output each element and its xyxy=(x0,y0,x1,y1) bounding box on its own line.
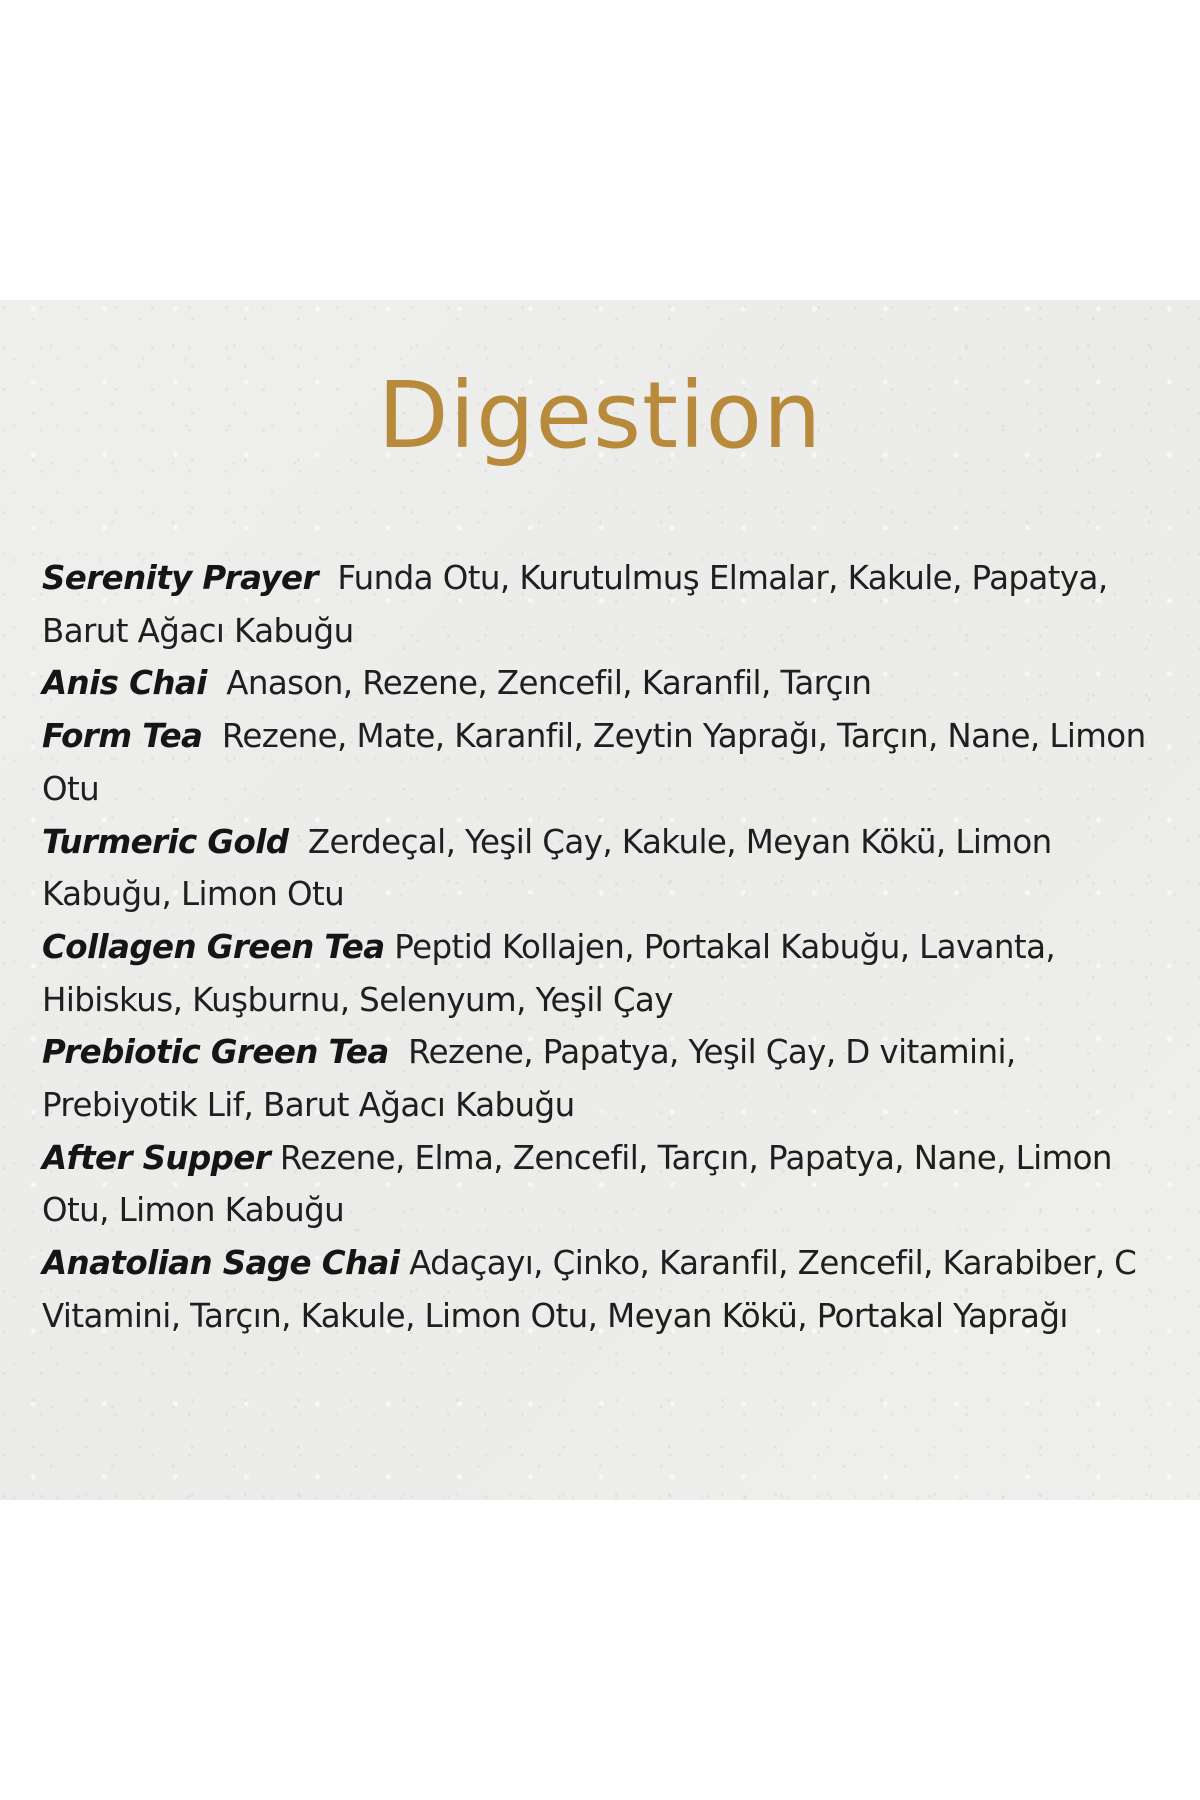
tea-ingredients: Peptid Kollajen, Portakal Kabuğu, Lavanta, Hibiskus, Kuşburnu, Selenyum, Yeşil Çay xyxy=(42,927,1056,1019)
tea-name: After Supper xyxy=(42,1138,271,1177)
page-title: Digestion xyxy=(377,362,823,469)
tea-entry-after-supper xyxy=(42,1132,1172,1237)
tea-list xyxy=(42,552,1172,1343)
tea-ingredients: Rezene, Elma, Zencefil, Tarçın, Papatya, Nane, Limon Otu, Limon Kabuğu xyxy=(42,1138,1112,1230)
tea-entry-form-tea xyxy=(42,710,1172,815)
tea-entry-turmeric-gold xyxy=(42,816,1172,921)
tea-entry-anatolian-sage-chai xyxy=(42,1237,1172,1342)
tea-entry-anis-chai xyxy=(42,657,1172,710)
tea-entry-collagen-green-tea xyxy=(42,921,1172,1026)
tea-name: Collagen Green Tea xyxy=(42,927,385,966)
tea-ingredients: Funda Otu, Kurutulmuş Elmalar, Kakule, Papatya, Barut Ağacı Kabuğu xyxy=(42,559,1108,650)
tea-name: Prebiotic Green Tea xyxy=(42,1033,389,1072)
tea-name: Anis Chai xyxy=(42,664,207,703)
tea-name: Anatolian Sage Chai xyxy=(42,1244,400,1283)
digestion-card xyxy=(0,300,1200,1500)
tea-name: Form Tea xyxy=(42,717,203,756)
tea-name: Turmeric Gold xyxy=(42,822,289,861)
tea-ingredients: Rezene, Mate, Karanfil, Zeytin Yaprağı, Tarçın, Nane, Limon Otu xyxy=(42,717,1146,808)
tea-name: Serenity Prayer xyxy=(42,559,318,597)
tea-ingredients: Rezene, Papatya, Yeşil Çay, D vitamini, Prebiyotik Lif, Barut Ağacı Kabuğu xyxy=(42,1033,1016,1125)
tea-ingredients: Anason, Rezene, Zencefil, Karanfil, Tarçın xyxy=(226,664,872,703)
tea-ingredients: Zerdeçal, Yeşil Çay, Kakule, Meyan Kökü, Limon Kabuğu, Limon Otu xyxy=(42,822,1052,914)
tea-entry-prebiotic-green-tea xyxy=(42,1026,1172,1131)
tea-entry-serenity-prayer xyxy=(42,552,1172,657)
tea-ingredients: Adaçayı, Çinko, Karanfil, Zencefil, Karabiber, C Vitamini, Tarçın, Kakule, Limon Otu, Meyan Kökü, Portakal Yaprağı xyxy=(42,1244,1137,1335)
